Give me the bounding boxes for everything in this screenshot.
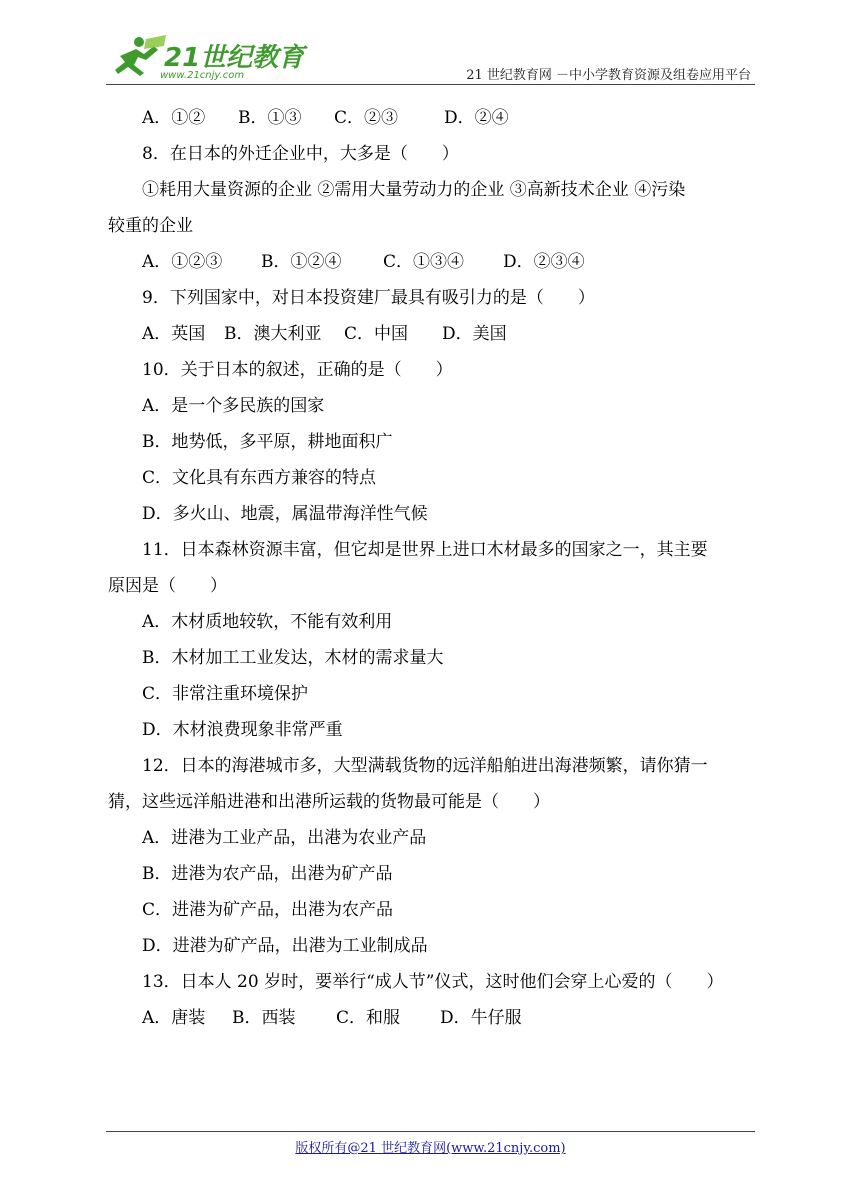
q11-option-b: B．木材加工工业发达，木材的需求量大 xyxy=(142,648,444,668)
q11-option-c: C．非常注重环境保护 xyxy=(142,684,309,704)
q11-stem-line2: 原因是（ ） xyxy=(108,576,227,596)
q10-stem: 10．关于日本的叙述，正确的是（ ） xyxy=(142,360,453,380)
q8-option-b: B．①②④ xyxy=(261,252,342,272)
logo-url: www.21cnjy.com xyxy=(160,70,245,81)
q12-option-d: D．进港为矿产品，出港为工业制成品 xyxy=(142,936,428,956)
logo-title: 21世纪教育 xyxy=(164,43,305,73)
q12-option-c: C．进港为矿产品，出港为农产品 xyxy=(142,900,394,920)
q7-option-c: C．②③ xyxy=(334,108,399,128)
q8-option-c: C．①③④ xyxy=(383,252,465,272)
q10-option-d: D．多火山、地震，属温带海洋性气候 xyxy=(142,504,428,524)
q11-option-d: D．木材浪费现象非常严重 xyxy=(142,720,343,740)
q8-option-a: A．①②③ xyxy=(142,252,223,272)
question-content xyxy=(108,100,754,1036)
q12-stem-line2: 猜，这些远洋船进港和出港所运载的货物最可能是（ ） xyxy=(108,792,550,812)
header-divider xyxy=(106,84,755,85)
q9-stem: 9．下列国家中，对日本投资建厂最具有吸引力的是（ ） xyxy=(142,288,595,308)
q13-stem: 13．日本人 20 岁时，要举行“成人节”仪式，这时他们会穿上心爱的（ ） xyxy=(142,972,724,992)
q8-items-line1: ①耗用大量资源的企业 ②需用大量劳动力的企业 ③高新技术企业 ④污染 xyxy=(142,180,686,200)
q9-option-a: A．英国 xyxy=(142,324,206,344)
q11-option-a: A．木材质地较软，不能有效利用 xyxy=(142,612,393,632)
q8-option-d: D．②③④ xyxy=(503,252,585,272)
q9-options xyxy=(108,316,754,352)
q7-options xyxy=(108,100,754,136)
q9-option-d: D．美国 xyxy=(442,324,507,344)
site-logo[interactable] xyxy=(106,32,305,82)
q13-option-b: B．西装 xyxy=(232,1008,296,1028)
q8-stem: 8．在日本的外迁企业中，大多是（ ） xyxy=(142,144,459,164)
q12-option-b: B．进港为农产品，出港为矿产品 xyxy=(142,864,393,884)
q8-options xyxy=(108,244,754,280)
footer-divider xyxy=(106,1131,755,1132)
runner-logo-icon xyxy=(106,32,305,82)
q8-items-line2: 较重的企业 xyxy=(108,216,193,236)
q12-option-a: A．进港为工业产品，出港为农业产品 xyxy=(142,828,427,848)
copyright-link[interactable]: 版权所有@21 世纪教育网(www.21cnjy.com) xyxy=(295,1141,566,1156)
q10-option-b: B．地势低，多平原，耕地面积广 xyxy=(142,432,393,452)
q9-option-b: B．澳大利亚 xyxy=(224,324,322,344)
q13-option-d: D．牛仔服 xyxy=(440,1008,522,1028)
q7-option-a: A．①② xyxy=(142,108,206,128)
q7-option-d: D．②④ xyxy=(444,108,509,128)
q10-option-a: A．是一个多民族的国家 xyxy=(142,396,325,416)
q10-option-c: C．文化具有东西方兼容的特点 xyxy=(142,468,377,488)
q7-option-b: B．①③ xyxy=(238,108,302,128)
site-tagline: 21 世纪教育网 －中小学教育资源及组卷应用平台 xyxy=(466,68,751,83)
q9-option-c: C．中国 xyxy=(344,324,409,344)
q12-stem-line1: 12．日本的海港城市多，大型满载货物的远洋船舶进出海港频繁，请你猜一 xyxy=(142,756,708,776)
q11-stem-line1: 11．日本森林资源丰富，但它却是世界上进口木材最多的国家之一，其主要 xyxy=(142,540,708,560)
q13-option-a: A．唐装 xyxy=(142,1008,206,1028)
q13-options xyxy=(108,1000,754,1036)
q13-option-c: C．和服 xyxy=(336,1008,401,1028)
